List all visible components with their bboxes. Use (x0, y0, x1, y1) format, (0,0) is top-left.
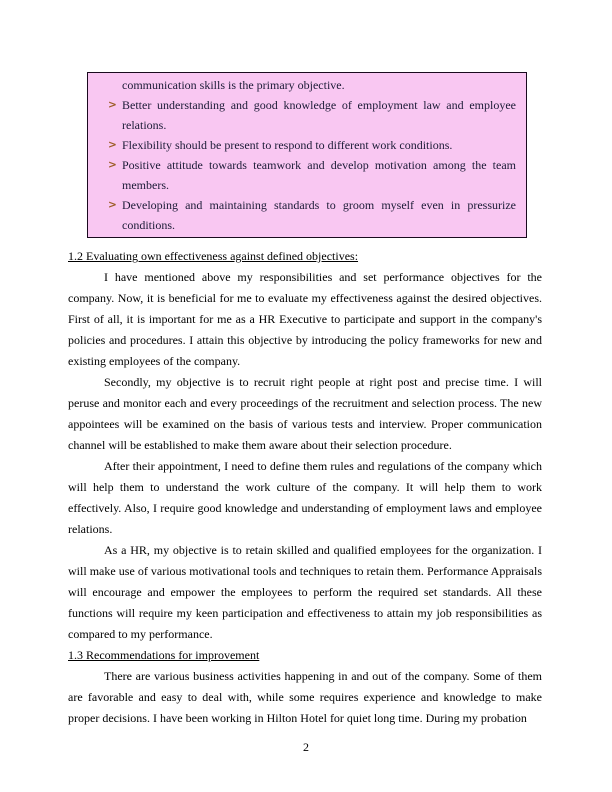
bullet-item (108, 195, 516, 235)
arrow-bullet-icon: > (108, 139, 117, 151)
paragraph: Secondly, my objective is to recruit right people at right post and precise time. I will peruse and monitor each and every proceedings of the recruitment and selection process. The new appointees will be examined on the basis of various tests and interview. Proper communication channel will be established to make them aware about their selection procedure. (68, 375, 542, 452)
section-heading-1-3: 1.3 Recommendations for improvement (68, 648, 260, 662)
paragraph: After their appointment, I need to define them rules and regulations of the company which will help them to understand the work culture of the company. It will help them to work effectively. Also, I require good knowledge and understanding of employment laws and employee relations. (68, 459, 542, 536)
paragraph: I have mentioned above my responsibilities and set performance objectives for the company. Now, it is beneficial for me to evaluate my effectiveness against the desired objectives. First of all, it is important for me as a HR Executive to participate and support in the company's policies and procedures. I attain this objective by introducing the policy frameworks for new and existing employees of the company. (68, 270, 542, 368)
arrow-bullet-icon: > (108, 199, 117, 211)
bullet-continuation-text: communication skills is the primary objective. (122, 78, 345, 92)
bullet-continuation-line (108, 75, 516, 95)
bullet-item-text: Flexibility should be present to respond to different work conditions. (122, 138, 453, 152)
highlighted-bullet-box (87, 72, 527, 238)
bullet-item (108, 135, 516, 155)
arrow-bullet-icon: > (108, 159, 117, 171)
page-number: 2 (303, 740, 309, 754)
bullet-item-text: Better understanding and good knowledge of employment law and employee relations. (122, 98, 516, 132)
bullet-item-text: Developing and maintaining standards to groom myself even in pressurize conditions. (122, 198, 516, 232)
bullet-item-text: Positive attitude towards teamwork and develop motivation among the team members. (122, 158, 516, 192)
arrow-bullet-icon: > (108, 99, 117, 111)
bullet-item (108, 155, 516, 195)
bullet-item (108, 95, 516, 135)
paragraph: As a HR, my objective is to retain skilled and qualified employees for the organization. I will make use of various motivational tools and techniques to retain them. Performance Appraisals will encourage and empower the employees to perform the required set standards. All these functions will require my keen participation and effectiveness to attain my job responsibilities as compared to my performance. (68, 543, 542, 641)
document-content (68, 72, 542, 729)
paragraph: There are various business activities happening in and out of the company. Some of them are favorable and easy to deal with, while some requires experience and knowledge to make proper decisions. I have been working in Hilton Hotel for quiet long time. During my probation (68, 669, 542, 725)
section-heading-1-2: 1.2 Evaluating own effectiveness against defined objectives: (68, 249, 359, 263)
